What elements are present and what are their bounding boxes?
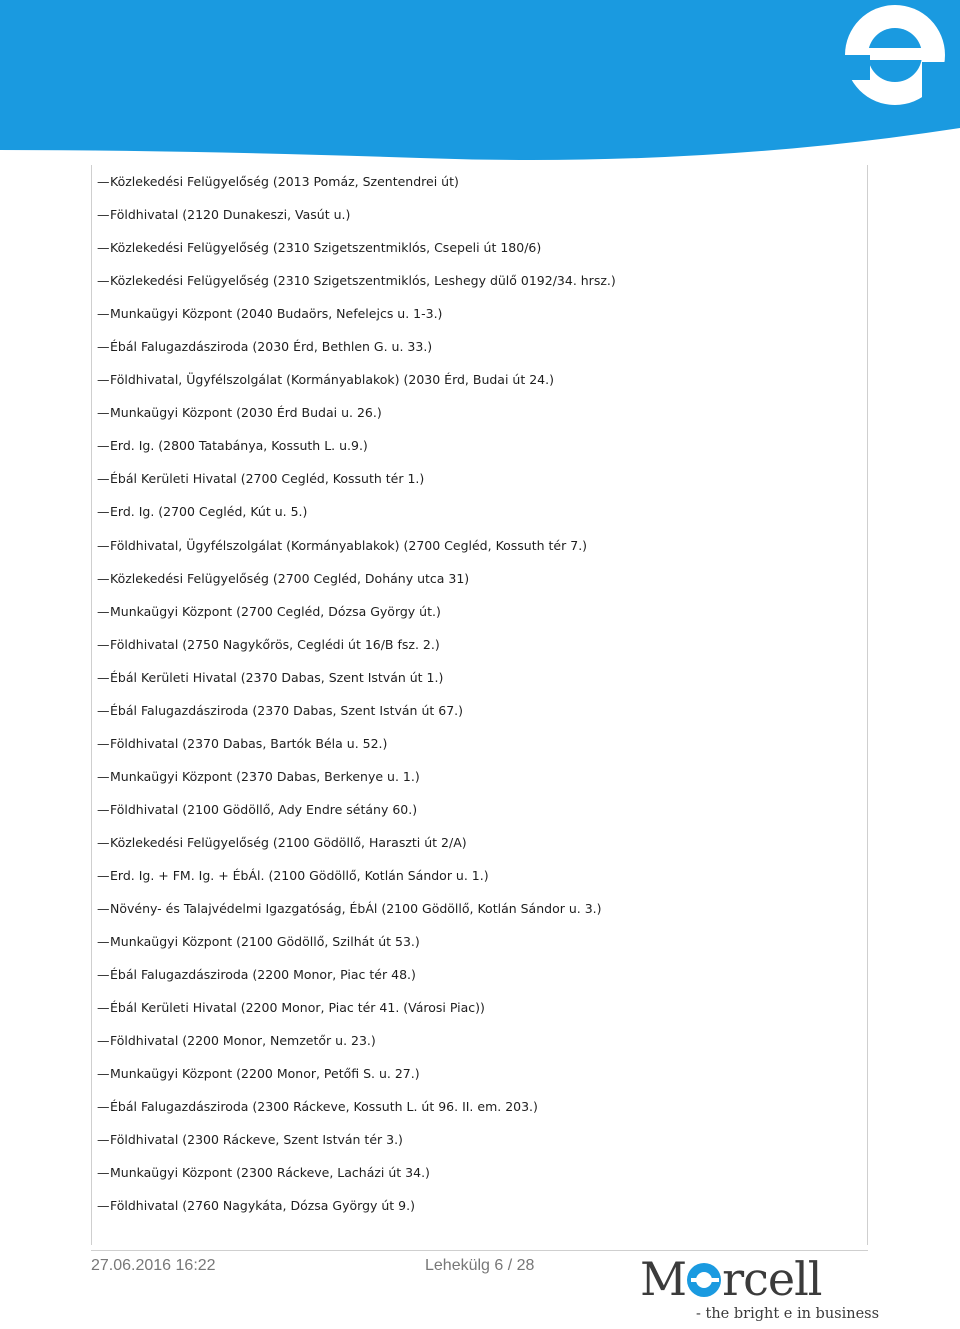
list-item: —Ébál Kerületi Hivatal (2700 Cegléd, Kossuth tér 1.) — [97, 467, 616, 500]
dash-bullet-icon — [97, 368, 107, 392]
list-item: —Munkaügyi Központ (2700 Cegléd, Dózsa György út.) — [97, 600, 616, 633]
list-item: —Földhivatal (2370 Dabas, Bartók Béla u. 52.) — [97, 732, 616, 765]
dash-bullet-icon — [97, 897, 107, 921]
list-item: —Földhivatal, Ügyfélszolgálat (Kormányablakok) (2030 Érd, Budai út 24.) — [97, 368, 616, 401]
list-item: —Közlekedési Felügyelőség (2100 Gödöllő, Haraszti út 2/A) — [97, 831, 616, 864]
dash-bullet-icon — [97, 203, 107, 227]
dash-bullet-icon — [97, 170, 107, 194]
dash-bullet-icon — [97, 633, 107, 657]
dash-bullet-icon — [97, 963, 107, 987]
dash-bullet-icon — [97, 1194, 107, 1218]
dash-bullet-icon — [97, 434, 107, 458]
dash-bullet-icon — [97, 1128, 107, 1152]
list-item: —Földhivatal (2300 Ráckeve, Szent István tér 3.) — [97, 1128, 616, 1161]
dash-bullet-icon — [97, 831, 107, 855]
dash-bullet-icon — [97, 534, 107, 558]
footer-date: 27.06.2016 16:22 — [91, 1257, 216, 1274]
list-item: —Közlekedési Felügyelőség (2013 Pomáz, Szentendrei út) — [97, 170, 616, 203]
list-item: —Közlekedési Felügyelőség (2310 Szigetszentmiklós, Leshegy dülő 0192/34. hrsz.) — [97, 269, 616, 302]
list-item: —Ébál Falugazdásziroda (2370 Dabas, Szent István út 67.) — [97, 699, 616, 732]
dash-bullet-icon — [97, 1029, 107, 1053]
list-item: —Erd. Ig. + FM. Ig. + ÉbÁl. (2100 Gödöllő, Kotlán Sándor u. 1.) — [97, 864, 616, 897]
list-item: —Ébál Falugazdásziroda (2200 Monor, Piac tér 48.) — [97, 963, 616, 996]
dash-bullet-icon — [97, 269, 107, 293]
dash-bullet-icon — [97, 996, 107, 1020]
dash-bullet-icon — [97, 699, 107, 723]
dash-bullet-icon — [97, 732, 107, 756]
list-item: —Közlekedési Felügyelőség (2310 Szigetszentmiklós, Csepeli út 180/6) — [97, 236, 616, 269]
dash-bullet-icon — [97, 930, 107, 954]
dash-bullet-icon — [97, 236, 107, 260]
list-item: —Munkaügyi Központ (2040 Budaörs, Nefelejcs u. 1-3.) — [97, 302, 616, 335]
dash-bullet-icon — [97, 335, 107, 359]
dash-bullet-icon — [97, 1095, 107, 1119]
list-item: —Földhivatal (2100 Gödöllő, Ady Endre sétány 60.) — [97, 798, 616, 831]
list-item: —Munkaügyi Központ (2030 Érd Budai u. 26.) — [97, 401, 616, 434]
dash-bullet-icon — [97, 765, 107, 789]
dash-bullet-icon — [97, 1062, 107, 1086]
dash-bullet-icon — [97, 666, 107, 690]
frame-right-border — [867, 165, 868, 1245]
list-item: —Földhivatal (2120 Dunakeszi, Vasút u.) — [97, 203, 616, 236]
dash-bullet-icon — [97, 798, 107, 822]
logo-wordmark: M rcell — [640, 1252, 822, 1306]
list-item: —Munkaügyi Központ (2300 Ráckeve, Lacházi út 34.) — [97, 1161, 616, 1194]
dash-bullet-icon — [97, 500, 107, 524]
dash-bullet-icon — [97, 467, 107, 491]
list-item: —Földhivatal, Ügyfélszolgálat (Kormányablakok) (2700 Cegléd, Kossuth tér 7.) — [97, 534, 616, 567]
list-item: —Munkaügyi Központ (2370 Dabas, Berkenye u. 1.) — [97, 765, 616, 798]
dash-bullet-icon — [97, 302, 107, 326]
list-item: —Földhivatal (2750 Nagykőrös, Ceglédi út 16/B fsz. 2.) — [97, 633, 616, 666]
page-header-banner — [0, 0, 960, 160]
list-item: —Erd. Ig. (2700 Cegléd, Kút u. 5.) — [97, 500, 616, 533]
office-list — [97, 170, 616, 1228]
dash-bullet-icon — [97, 567, 107, 591]
list-item: —Növény- és Talajvédelmi Igazgatóság, ÉbÁl (2100 Gödöllő, Kotlán Sándor u. 3.) — [97, 897, 616, 930]
list-item: —Földhivatal (2200 Monor, Nemzetőr u. 23.) — [97, 1029, 616, 1062]
list-item: —Közlekedési Felügyelőség (2700 Cegléd, Dohány utca 31) — [97, 567, 616, 600]
list-item: —Földhivatal (2760 Nagykáta, Dózsa György út 9.) — [97, 1194, 616, 1227]
list-item: —Munkaügyi Központ (2200 Monor, Petőfi S. u. 27.) — [97, 1062, 616, 1095]
dash-bullet-icon — [97, 864, 107, 888]
list-item: —Ébál Falugazdásziroda (2300 Ráckeve, Kossuth L. út 96. II. em. 203.) — [97, 1095, 616, 1128]
list-item: —Erd. Ig. (2800 Tatabánya, Kossuth L. u.9.) — [97, 434, 616, 467]
list-item: —Ébál Kerületi Hivatal (2370 Dabas, Szent István út 1.) — [97, 666, 616, 699]
dash-bullet-icon — [97, 401, 107, 425]
footer-divider — [91, 1250, 868, 1251]
frame-left-border — [91, 165, 92, 1245]
logo-tagline: - the bright e in business — [696, 1306, 880, 1322]
dash-bullet-icon — [97, 1161, 107, 1185]
list-item: —Ébál Falugazdásziroda (2030 Érd, Bethlen G. u. 33.) — [97, 335, 616, 368]
list-item: —Ébál Kerületi Hivatal (2200 Monor, Piac tér 41. (Városi Piac)) — [97, 996, 616, 1029]
marcell-logo — [640, 1252, 880, 1329]
dash-bullet-icon — [97, 600, 107, 624]
e-logo-icon — [687, 1263, 721, 1297]
header-wave-shape — [0, 0, 960, 160]
footer-page-number: Lehekülg 6 / 28 — [425, 1257, 535, 1274]
list-item: —Munkaügyi Központ (2100 Gödöllő, Szilhát út 53.) — [97, 930, 616, 963]
